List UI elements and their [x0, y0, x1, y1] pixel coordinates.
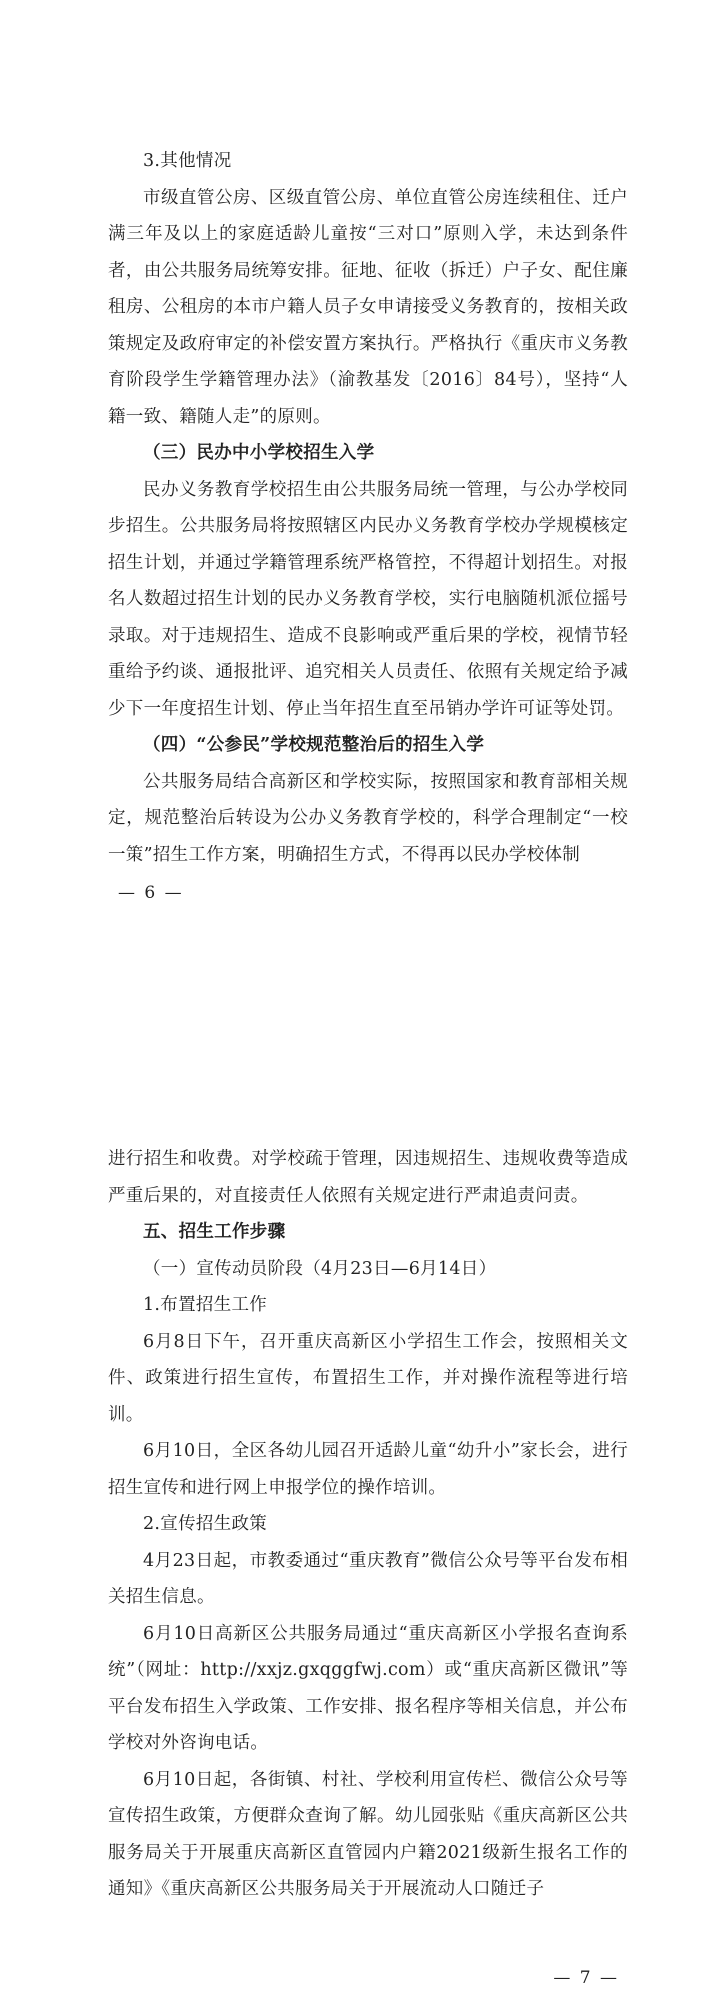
paragraph-continuation: 进行招生和收费。对学校疏于管理，因违规招生、违规收费等造成严重后果的，对直接责任人依照有关规定进行严肃追责问责。 [108, 1149, 628, 1206]
section-heading-public-private-schools: （四）“公参民”学校规范整治后的招生入学 [143, 735, 485, 755]
paragraph-june-10-parents-meeting: 6月10日，全区各幼儿园召开适龄儿童“幼升小”家长会，进行招生宣传和进行网上申报学位的操作培训。 [108, 1441, 628, 1498]
page-number: — 6 — [118, 883, 184, 903]
paragraph-june-8-meeting: 6月8日下午，召开重庆高新区小学招生工作会，按照相关文件、政策进行招生宣传，布置招生工作，并对操作流程等进行培训。 [108, 1331, 628, 1425]
section-heading-enrollment-steps: 五、招生工作步骤 [143, 1222, 286, 1242]
document-page-7 [0, 1000, 707, 2006]
subheading-publicize-policy: 2.宣传招生政策 [143, 1514, 268, 1534]
page-7-body [108, 1141, 628, 1908]
paragraph-private-school-enrollment: 民办义务教育学校招生由公共服务局统一管理，与公办学校同步招生。公共服务局将按照辖区内民办义务教育学校办学规模核定招生计划，并通过学籍管理系统严格管控，不得超计划招生。对报名人数超过招生计划的民办义务教育学校，实行电脑随机派位摇号录取。对于违规招生、造成不良影响或严重后果的学校，视情节轻重给予约谈、通报批评、追究相关人员责任、依照有关规定给予减少下一年度招生计划、停止当年招生直至吊销办学许可证等处罚。 [108, 479, 628, 719]
subheading-publicity-stage: （一）宣传动员阶段（4月23日—6月14日） [143, 1258, 497, 1279]
page-number: — 7 — [553, 1968, 619, 1988]
paragraph-public-housing: 市级直管公房、区级直管公房、单位直管公房连续租住、迁户满三年及以上的家庭适龄儿童按“三对口”原则入学，未达到条件者，由公共服务局统筹安排。征地、征收（拆迁）户子女、配住廉租房、公租房的本市户籍人员子女申请接受义务教育的，按相关政策规定及政府审定的补偿安置方案执行。严格执行《重庆市义务教育阶段学生学籍管理办法》（渝教基发〔2016〕84号），坚持“人籍一致、籍随人走”的原则。 [108, 187, 628, 427]
page-6-body [108, 143, 628, 873]
document-page-6 [0, 0, 707, 1000]
subheading-arrange-enrollment: 1.布置招生工作 [143, 1295, 268, 1315]
subheading-other-situations: 3.其他情况 [143, 151, 232, 171]
paragraph-june-10-publicity: 6月10日起，各街镇、村社、学校利用宣传栏、微信公众号等宣传招生政策，方便群众查询了解。幼儿园张贴《重庆高新区公共服务局关于开展重庆高新区直管园内户籍2021级新生报名工作的通知》《重庆高新区公共服务局关于开展流动人口随迁子 [108, 1769, 628, 1899]
paragraph-june-10-query-system: 6月10日高新区公共服务局通过“重庆高新区小学报名查询系统”（网址：http://xxjz.gxqggfwj.com）或“重庆高新区微讯”等平台发布招生入学政策、工作安排、报名程序等相关信息，并公布学校对外咨询电话。 [108, 1623, 628, 1753]
section-heading-private-schools: （三）民办中小学校招生入学 [143, 443, 375, 463]
paragraph-one-school-one-policy: 公共服务局结合高新区和学校实际，按照国家和教育部相关规定，规范整治后转设为公办义务教育学校的，科学合理制定“一校一策”招生工作方案，明确招生方式，不得再以民办学校体制 [108, 771, 628, 865]
paragraph-april-23-info: 4月23日起，市教委通过“重庆教育”微信公众号等平台发布相关招生信息。 [108, 1550, 628, 1607]
